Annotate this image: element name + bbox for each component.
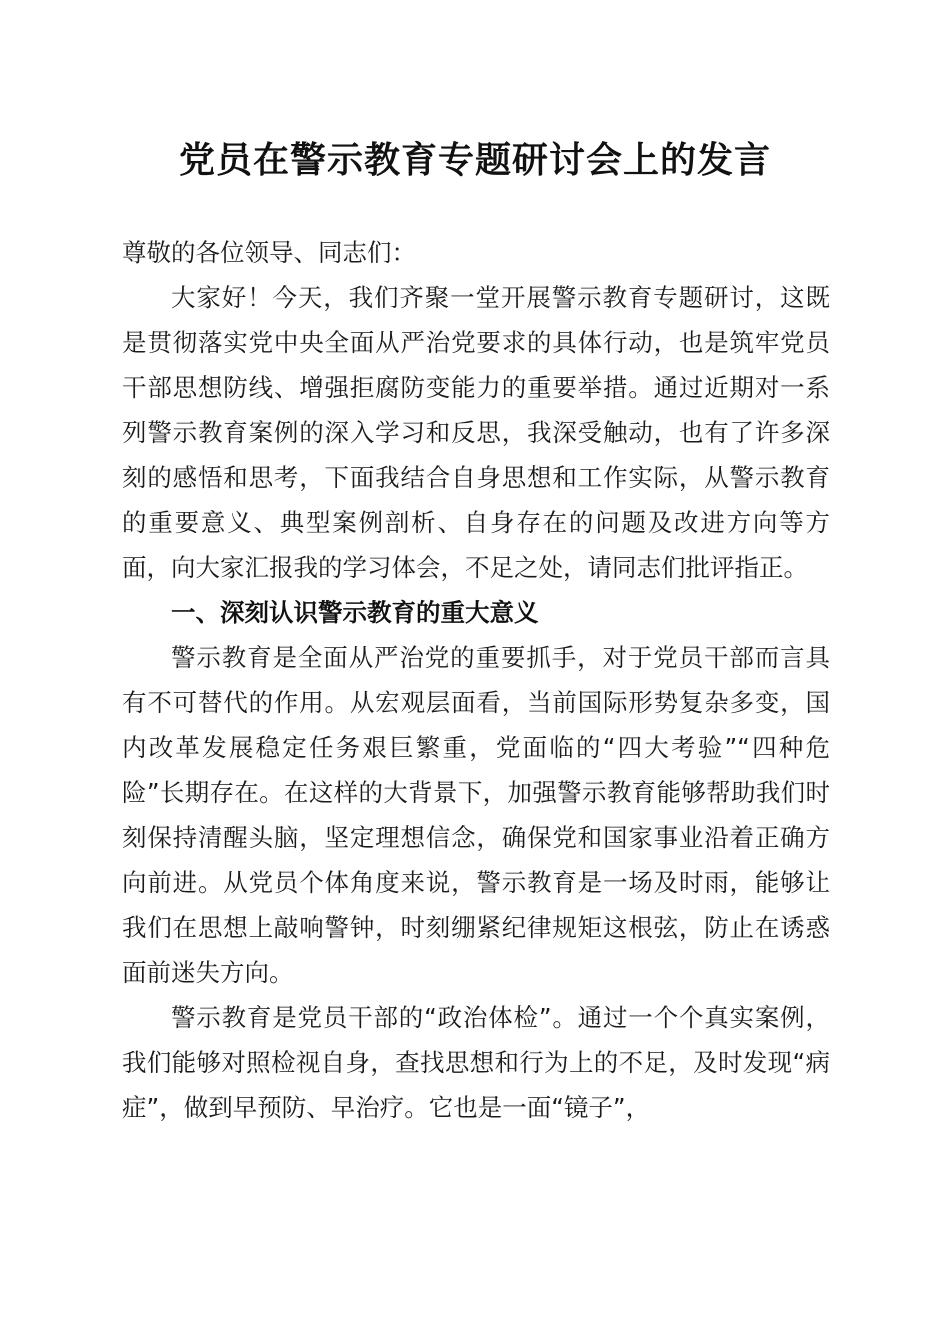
section-heading: 一、深刻认识警示教育的重大意义 <box>171 598 539 627</box>
salutation: 尊敬的各位领导、同志们： <box>122 238 416 267</box>
opening-paragraph: 大家好！今天，我们齐聚一堂开展警示教育专题研讨，这既是贯彻落实党中央全面从严治党要求的具体行动，也是筑牢党员干部思想防线、增强拒腐防变能力的重要举措。通过近期对一系列警示教育案例的深入学习和反思，我深受触动，也有了许多深刻的感悟和思考，下面我结合自身思想和工作实际，从警示教育的重要意义、典型案例剖析、自身存在的问题及改进方向等方面，向大家汇报我的学习体会，不足之处，请同志们批评指正。 <box>122 283 830 582</box>
document-body <box>122 230 830 1130</box>
document-title: 党员在警示教育专题研讨会上的发言 <box>178 139 771 181</box>
section-paragraph: 警示教育是全面从严治党的重要抓手，对于党员干部而言具有不可替代的作用。从宏观层面看，当前国际形势复杂多变，国内改革发展稳定任务艰巨繁重，党面临的“四大考验”“四种危险”长期存在。在这样的大背景下，加强警示教育能够帮助我们时刻保持清醒头脑，坚定理想信念，确保党和国家事业沿着正确方向前进。从党员个体角度来说，警示教育是一场及时雨，能够让我们在思想上敲响警钟，时刻绷紧纪律规矩这根弦，防止在诱惑面前迷失方向。 <box>122 643 830 987</box>
section-paragraph: 警示教育是党员干部的“政治体检”。通过一个个真实案例，我们能够对照检视自身，查找思想和行为上的不足，及时发现“病症”，做到早预防、早治疗。它也是一面“镜子”， <box>122 1003 830 1122</box>
